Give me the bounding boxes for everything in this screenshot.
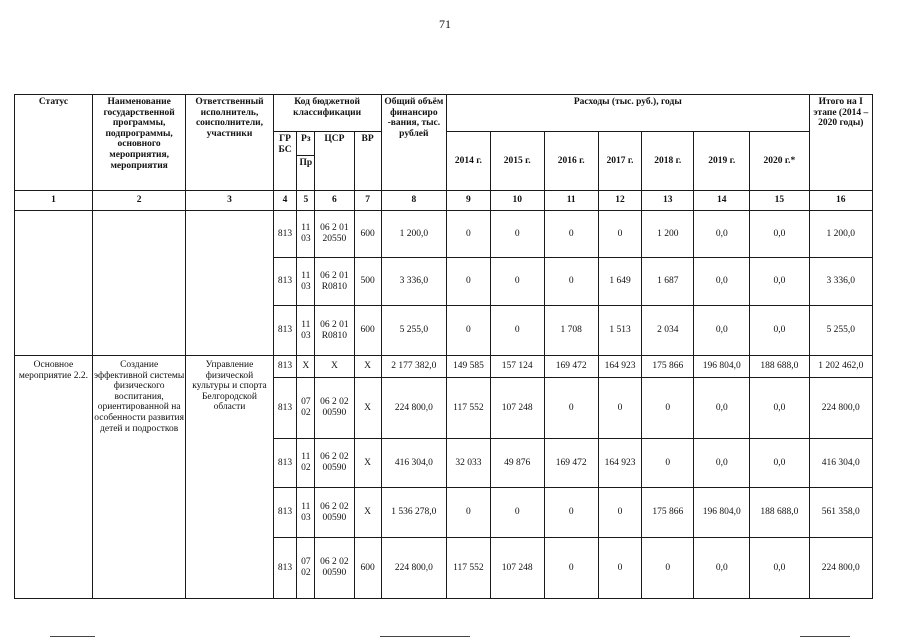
column-number: 2 [92,191,185,211]
year-2016-cell: 169 472 [544,439,598,488]
year-2020-cell: 0,0 [750,306,809,356]
header-year-2019: 2019 г. [694,132,750,191]
header-status: Статус [15,95,93,191]
year-2020-cell: 0,0 [750,378,809,439]
column-number: 7 [354,191,381,211]
year-2014-cell: 0 [447,211,491,258]
year-2020-cell: 188 688,0 [750,488,809,538]
year-2018-cell: 1 687 [642,258,694,306]
year-2016-cell: 0 [544,538,598,599]
year-2014-cell: 0 [447,488,491,538]
csr-cell: 06 2 01 R0810 [315,258,354,306]
rzpr-cell: X [297,356,315,378]
year-2020-cell: 0,0 [750,258,809,306]
year-2016-cell: 0 [544,211,598,258]
year-2014-cell: 149 585 [447,356,491,378]
header-pr: Пр [297,156,315,191]
year-2019-cell: 0,0 [694,211,750,258]
header-budget-code: Код бюджетной классификации [273,95,381,132]
stage-total-cell: 224 800,0 [809,378,872,439]
header-year-2016: 2016 г. [544,132,598,191]
header-expenses: Расходы (тыс. руб.), годы [447,95,809,132]
vr-cell: X [354,356,381,378]
year-2017-cell: 0 [598,211,642,258]
table-row [15,211,873,258]
rzpr-cell: 07 02 [297,538,315,599]
vr-cell: 600 [354,538,381,599]
year-2018-cell: 0 [642,439,694,488]
header-csr: ЦСР [315,132,354,191]
total-cell: 416 304,0 [381,439,446,488]
year-2018-cell: 1 200 [642,211,694,258]
column-number: 11 [544,191,598,211]
year-2018-cell: 2 034 [642,306,694,356]
year-2018-cell: 175 866 [642,356,694,378]
year-2018-cell: 175 866 [642,488,694,538]
stage-total-cell: 224 800,0 [809,538,872,599]
header-total-volume: Общий объём финансиро -вания, тыс. рублей [381,95,446,191]
year-2015-cell: 107 248 [490,378,544,439]
executor-cell: Управление физической культуры и спорта Белгородской области [186,356,273,599]
grbs-cell: 813 [273,211,297,258]
program-name-cell: Создание эффективной системы физического воспитания, ориентированной на особенности развития детей и подростков [92,356,185,599]
column-number: 14 [694,191,750,211]
year-2019-cell: 0,0 [694,306,750,356]
grbs-cell: 813 [273,488,297,538]
total-cell: 1 200,0 [381,211,446,258]
grbs-cell: 813 [273,356,297,378]
header-rz: Рз [297,132,315,156]
rzpr-cell: 11 03 [297,258,315,306]
stage-total-cell: 561 358,0 [809,488,872,538]
csr-cell: 06 2 02 00590 [315,488,354,538]
total-cell: 224 800,0 [381,378,446,439]
csr-cell: 06 2 01 R0810 [315,306,354,356]
year-2015-cell: 157 124 [490,356,544,378]
year-2018-cell: 0 [642,378,694,439]
year-2019-cell: 0,0 [694,258,750,306]
header-program-name: Наименование государственной программы, подпрограммы, основного мероприятия, мероприятия [92,95,185,191]
header-year-2014: 2014 г. [447,132,491,191]
grbs-cell: 813 [273,538,297,599]
year-2014-cell: 0 [447,306,491,356]
page-number: 71 [439,17,451,31]
stage-total-cell: 1 200,0 [809,211,872,258]
year-2019-cell: 196 804,0 [694,356,750,378]
year-2017-cell: 164 923 [598,356,642,378]
column-number: 16 [809,191,872,211]
year-2015-cell: 0 [490,258,544,306]
header-grbs: ГР БС [273,132,297,191]
year-2020-cell: 0,0 [750,439,809,488]
column-number: 10 [490,191,544,211]
rzpr-cell: 11 03 [297,306,315,356]
year-2019-cell: 0,0 [694,439,750,488]
stage-total-cell: 1 202 462,0 [809,356,872,378]
grbs-cell: 813 [273,439,297,488]
rzpr-cell: 11 02 [297,439,315,488]
csr-cell: X [315,356,354,378]
vr-cell: X [354,488,381,538]
year-2015-cell: 0 [490,211,544,258]
column-number-row [15,191,873,211]
header-executor: Ответственный исполнитель, соисполнители, участники [186,95,273,191]
year-2016-cell: 169 472 [544,356,598,378]
total-cell: 3 336,0 [381,258,446,306]
year-2017-cell: 164 923 [598,439,642,488]
program-name-cell-empty [92,211,185,356]
header-year-2015: 2015 г. [490,132,544,191]
column-number: 8 [381,191,446,211]
csr-cell: 06 2 02 00590 [315,378,354,439]
column-number: 15 [750,191,809,211]
column-number: 5 [297,191,315,211]
total-cell: 5 255,0 [381,306,446,356]
header-vr: ВР [354,132,381,191]
year-2020-cell: 0,0 [750,538,809,599]
year-2015-cell: 0 [490,488,544,538]
year-2017-cell: 0 [598,378,642,439]
vr-cell: X [354,439,381,488]
rzpr-cell: 07 02 [297,378,315,439]
status-cell-empty [15,211,93,356]
year-2019-cell: 0,0 [694,378,750,439]
table-row [15,356,873,378]
footer-rule [50,636,95,637]
year-2017-cell: 1 649 [598,258,642,306]
header-year-2018: 2018 г. [642,132,694,191]
year-2015-cell: 0 [490,306,544,356]
column-number: 1 [15,191,93,211]
year-2014-cell: 117 552 [447,538,491,599]
vr-cell: 600 [354,306,381,356]
year-2017-cell: 0 [598,538,642,599]
grbs-cell: 813 [273,378,297,439]
rzpr-cell: 11 03 [297,488,315,538]
year-2015-cell: 49 876 [490,439,544,488]
status-cell: Основное мероприятие 2.2. [15,356,93,599]
column-number: 12 [598,191,642,211]
year-2018-cell: 0 [642,538,694,599]
year-2016-cell: 1 708 [544,306,598,356]
budget-table [14,94,873,599]
header-stage-total: Итого на I этапе (2014 – 2020 годы) [809,95,872,191]
year-2019-cell: 196 804,0 [694,488,750,538]
rzpr-cell: 11 03 [297,211,315,258]
year-2016-cell: 0 [544,378,598,439]
year-2014-cell: 32 033 [447,439,491,488]
column-number: 6 [315,191,354,211]
year-2019-cell: 0,0 [694,538,750,599]
grbs-cell: 813 [273,258,297,306]
year-2014-cell: 117 552 [447,378,491,439]
year-2020-cell: 0,0 [750,211,809,258]
year-2017-cell: 1 513 [598,306,642,356]
column-number: 3 [186,191,273,211]
csr-cell: 06 2 02 00590 [315,439,354,488]
year-2017-cell: 0 [598,488,642,538]
stage-total-cell: 416 304,0 [809,439,872,488]
footer-rule [800,636,850,637]
csr-cell: 06 2 01 20550 [315,211,354,258]
vr-cell: 500 [354,258,381,306]
vr-cell: X [354,378,381,439]
year-2015-cell: 107 248 [490,538,544,599]
header-year-2020: 2020 г.* [750,132,809,191]
year-2020-cell: 188 688,0 [750,356,809,378]
year-2014-cell: 0 [447,258,491,306]
grbs-cell: 813 [273,306,297,356]
column-number: 4 [273,191,297,211]
total-cell: 1 536 278,0 [381,488,446,538]
stage-total-cell: 3 336,0 [809,258,872,306]
footer-rule [380,636,470,637]
stage-total-cell: 5 255,0 [809,306,872,356]
column-number: 9 [447,191,491,211]
column-number: 13 [642,191,694,211]
total-cell: 224 800,0 [381,538,446,599]
total-cell: 2 177 382,0 [381,356,446,378]
executor-cell-empty [186,211,273,356]
csr-cell: 06 2 02 00590 [315,538,354,599]
year-2016-cell: 0 [544,258,598,306]
header-year-2017: 2017 г. [598,132,642,191]
year-2016-cell: 0 [544,488,598,538]
vr-cell: 600 [354,211,381,258]
